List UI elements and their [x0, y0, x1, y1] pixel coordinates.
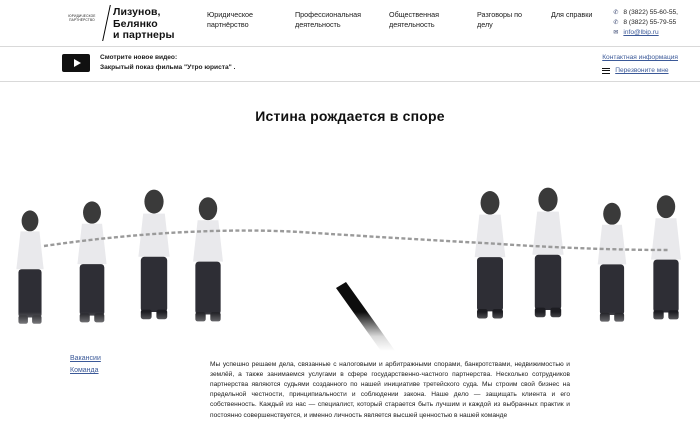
- logo-mark: [60, 5, 104, 22]
- video-announcement-line1: Смотрите новое видео:: [100, 54, 178, 61]
- contact-phone-1[interactable]: 8 (3822) 55-60-55,: [623, 9, 678, 16]
- contact-info-link[interactable]: Контактная информация: [602, 54, 678, 61]
- nav-item-talks[interactable]: Разговоры по делу: [477, 10, 523, 29]
- menu-icon: [602, 68, 610, 74]
- logo-mark-line1: ЮРИДИЧЕСКОЕ: [68, 14, 96, 18]
- play-icon: [74, 59, 81, 67]
- callback-link[interactable]: Перезвоните мне: [615, 67, 669, 74]
- site-header: [0, 0, 700, 47]
- phone-icon: ✆: [613, 10, 619, 16]
- logo-name-line2: Белянко: [113, 17, 158, 30]
- site-logo[interactable]: [60, 5, 175, 42]
- contact-phone-1-row: [613, 8, 678, 18]
- logo-wordmark: [113, 5, 175, 42]
- videobar-divider: [0, 81, 700, 82]
- tug-of-war-illustration: [0, 136, 700, 351]
- contact-phone-2[interactable]: 8 (3822) 55-79-55: [623, 19, 677, 26]
- contact-email-row: [613, 28, 678, 38]
- page-title: Истина рождается в споре: [255, 108, 445, 124]
- hero-image: [0, 136, 700, 351]
- mail-icon: ✉: [613, 30, 619, 36]
- contact-phone-2-row: [613, 18, 678, 28]
- nav-item-professional[interactable]: Профессиональная деятельность: [295, 10, 362, 29]
- phone-icon: ✆: [613, 20, 619, 26]
- intro-paragraph: Мы успешно решаем дела, связанные с налоговыми и арбитражными спорами, банкротствами, недвижимостью и землёй, а также занимаемся услугами в сфере государственно-частного партнерства. Несколько сотрудников партнерства являются судьями созданного по нашей инициативе третейского суда. Мы строим свой бизнес на предельной честности, принципиальности и соблюдении закона. Наше дело — защищать клиента и его собственность. Каждый из нас — специалист, который старается быть лучшим и каждой из выбранных практик и постоянно совершенствуется, и именно личность является высшей ценностью в нашей команде: [210, 360, 570, 419]
- video-announcement-text: [100, 53, 235, 73]
- nav-item-reference[interactable]: Для справки: [551, 10, 593, 19]
- nav-item-partnership[interactable]: Юридическое партнёрство: [207, 10, 254, 29]
- nav-item-public[interactable]: Общественная деятельность: [389, 10, 439, 29]
- play-video-button[interactable]: [62, 54, 90, 72]
- header-utility-links: [602, 52, 678, 76]
- link-vacancies[interactable]: Вакансии: [70, 355, 101, 362]
- main-nav: [207, 10, 595, 29]
- header-contacts: [613, 8, 678, 38]
- contact-email[interactable]: info@lbip.ru: [623, 29, 659, 36]
- link-team[interactable]: Команда: [70, 367, 99, 374]
- logo-name-line1: Лизунов,: [113, 6, 161, 18]
- side-links: [70, 353, 101, 377]
- callback-row[interactable]: [602, 65, 678, 76]
- logo-name-line3: и партнеры: [113, 29, 175, 41]
- video-announcement-bar: [0, 47, 700, 82]
- video-announcement-line2[interactable]: Закрытый показ фильма "Утро юриста" .: [100, 64, 236, 71]
- logo-mark-line2: ПАРТНЁРСТВО: [69, 18, 95, 22]
